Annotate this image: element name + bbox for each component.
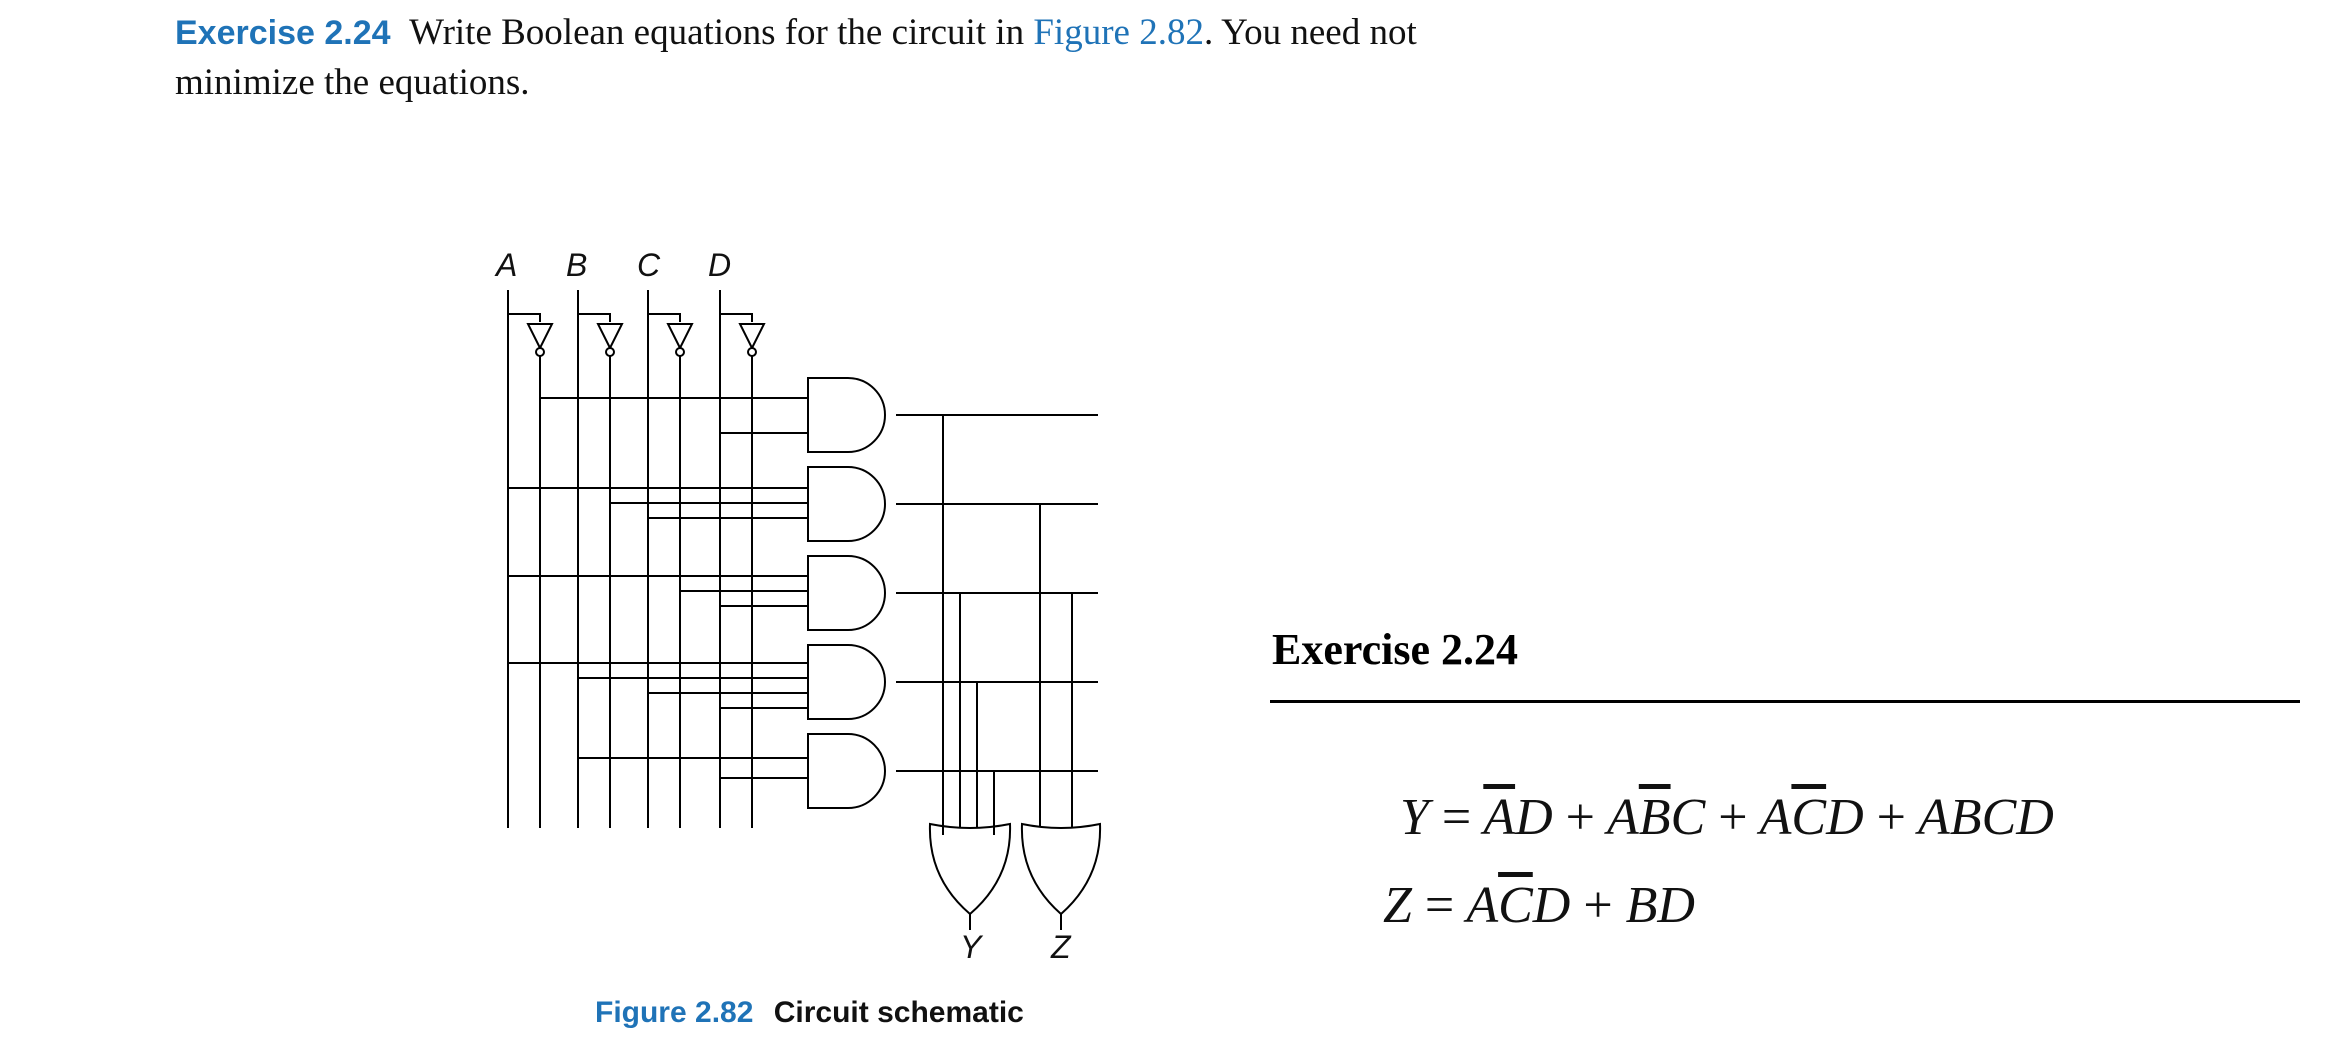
input-label-d: D (708, 247, 732, 283)
and-gate-3 (808, 556, 885, 630)
problem-statement (175, 8, 1475, 107)
y-term3-a: A (1759, 789, 1792, 846)
z-term1-bar: $\overline{C}$ (1498, 877, 1533, 934)
equation-z (1383, 876, 1695, 935)
figure-title: Circuit schematic (773, 996, 1024, 1029)
or-gate-z (1022, 824, 1100, 914)
or-gate-y (930, 824, 1010, 914)
y-term2-bar: $\overline{B}$ (1638, 789, 1671, 846)
y-term2-a: A (1607, 789, 1639, 846)
output-label-y: Y (960, 929, 982, 965)
circuit-schematic (430, 230, 1130, 990)
equation-y (1400, 788, 2054, 847)
y-plus1: + (1565, 789, 1595, 846)
y-lhs: Y (1400, 789, 1429, 846)
y-term1-bar: $\overline{A}$ (1483, 789, 1516, 846)
solution-divider (1270, 700, 2300, 703)
y-term2-c: C (1670, 789, 1706, 846)
and-gate-2 (808, 467, 885, 541)
z-term2: BD (1625, 877, 1695, 934)
and-gate-5 (808, 734, 885, 808)
inverter-c (668, 324, 692, 356)
y-equals: = (1441, 789, 1472, 846)
figure-caption (595, 996, 1024, 1030)
input-label-b: B (566, 247, 588, 283)
y-term4: ABCD (1918, 789, 2054, 846)
solution-title: Exercise 2.24 (1272, 625, 1519, 674)
exercise-label: Exercise 2.24 (175, 14, 391, 52)
z-lhs: Z (1383, 877, 1412, 934)
input-label-c: C (637, 247, 661, 283)
z-equals: = (1424, 877, 1455, 934)
z-term1-d: D (1532, 877, 1571, 934)
y-term3-bar: $\overline{C}$ (1791, 789, 1827, 846)
inverter-a (528, 324, 552, 356)
input-label-a: A (496, 247, 518, 283)
z-term1-a: A (1466, 877, 1499, 934)
problem-text-after: . You need not minimize the equations. (175, 12, 1417, 103)
z-plus1: + (1583, 877, 1613, 934)
y-term1-rest: D (1515, 789, 1553, 846)
and-gate-4 (808, 645, 885, 719)
y-plus3: + (1876, 789, 1906, 846)
problem-text-before: Write Boolean equations for the circuit in (409, 12, 1025, 53)
output-label-z: Z (1051, 929, 1071, 965)
and-gate-1 (808, 378, 885, 452)
figure-number: Figure 2.82 (595, 996, 754, 1029)
inverter-d (740, 324, 764, 356)
inverter-b (598, 324, 622, 356)
y-plus2: + (1718, 789, 1748, 846)
y-term3-d: D (1826, 789, 1864, 846)
figure-reference-link[interactable]: Figure 2.82 (1033, 12, 1204, 53)
